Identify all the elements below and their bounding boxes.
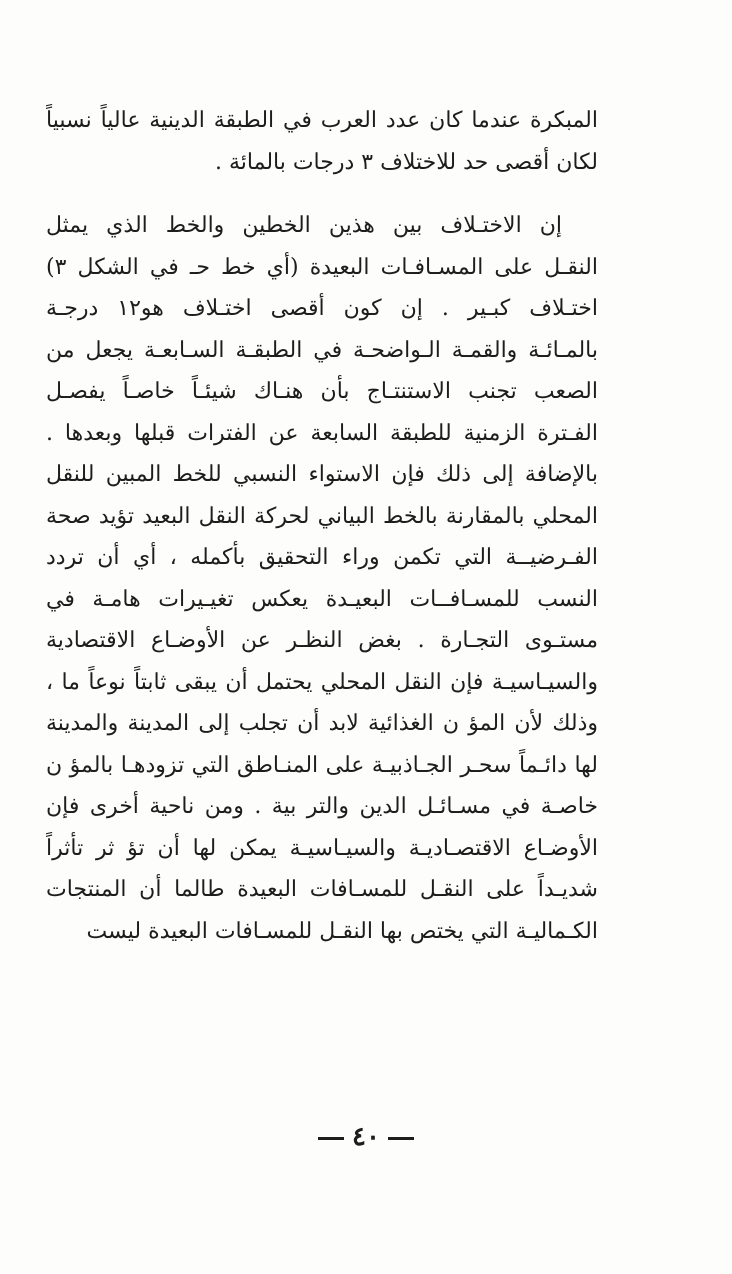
text-line: خاصـة في مسـائـل الدين والتر بية . ومن ناحية أخرى فإن [46, 794, 598, 819]
paragraph-gap [46, 183, 598, 205]
text-line: وذلك لأن المؤ ن الغذائية لابد أن تجلب إلى المدينة والمدينة [46, 711, 598, 736]
paragraph [46, 205, 598, 952]
text-line: الكـماليـة التي يختص بها النقـل للمسـافات البعيدة ليست [86, 918, 598, 944]
text-line: الصعب تجنب الاستنتـاج بأن هنـاك شيئـاً خاصـاً يفصـل [46, 379, 598, 404]
text-line: والسيـاسيـة فإن النقل المحلي يحتمل أن يبقى ثابتاً نوعاً ما ، [46, 669, 598, 695]
text-line: اختـلاف كبـير . إن كون أقصى اختـلاف هو١٢ درجـة [46, 296, 598, 321]
text-line: لكان أقصى حد للاختلاف ٣ درجات بالمائة . [215, 149, 598, 175]
footer-dash-right [388, 1137, 414, 1140]
text-line: شديـداً على النقـل للمسـافات البعيدة طالما أن المنتجات [46, 877, 598, 902]
text-line: النسب للمسـافــات البعيـدة يعكس تغيـيرات هامـة في [46, 586, 598, 612]
paragraph [46, 100, 598, 183]
page-footer [0, 1122, 732, 1152]
text-line: النقـل على المسـافـات البعيدة (أي خط حـ في الشكل ٣) [46, 254, 598, 280]
body-text [46, 100, 598, 952]
text-line: الفـرضيــة التي تكمن وراء التحقيق بأكمله ، أي أن تردد [46, 545, 598, 570]
text-line: المحلي بالمقارنة بالخط البياني لحركة النقل البعيد تؤيد صحة [46, 503, 598, 529]
text-line: بالمـائـة والقمـة الـواضحـة في الطبقـة السـابعـة يجعل من [46, 337, 598, 363]
text-line: الأوضـاع الاقتصـاديـة والسيـاسيـة يمكن لها أن تؤ ثر تأثراً [46, 835, 598, 861]
text-line: لها دائـماً سحـر الجـاذبيـة على المنـاطق التي تزودهـا بالمؤ ن [46, 752, 598, 778]
text-line: إن الاختـلاف بين هذين الخطين والخط الذي يمثل [46, 213, 562, 238]
text-line: الفـترة الزمنية للطبقة السابعة عن الفترات قبلها وبعدها . [46, 420, 598, 446]
footer-dash-left [318, 1137, 344, 1140]
text-line: بالإضافة إلى ذلك فإن الاستواء النسبي للخط المبين للنقل [46, 462, 598, 487]
text-line: مستـوى التجـارة . بغض النظـر عن الأوضـاع الاقتصادية [46, 628, 598, 653]
page-number: ٤٠ [352, 1122, 380, 1152]
text-line: المبكرة عندما كان عدد العرب في الطبقة الدينية عالياً نسبياً [46, 108, 598, 133]
